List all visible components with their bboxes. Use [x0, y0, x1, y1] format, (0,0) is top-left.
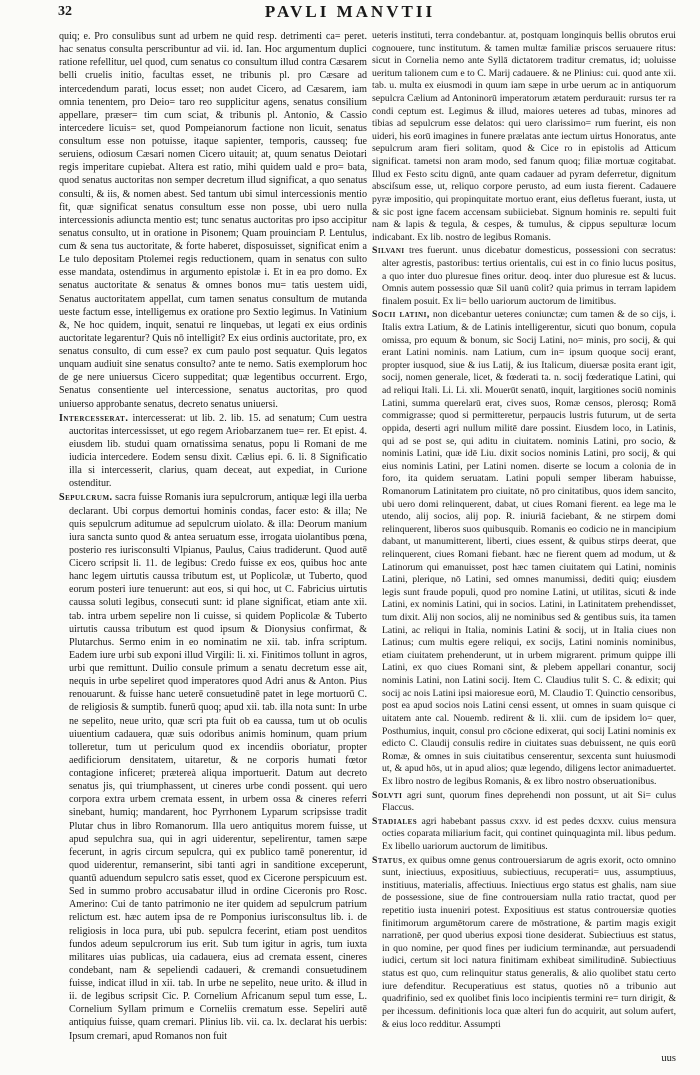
- glossary-entry: [372, 855, 676, 1032]
- entry-lemma: Solvti: [372, 789, 403, 801]
- glossary-entry: [372, 816, 676, 854]
- entry-lemma: Socii latini,: [372, 309, 430, 321]
- running-title: PAVLI MANVTII: [264, 2, 436, 21]
- entry-text: intercesserat: ut lib. 2. lib. 15. ad senatum; Cum uestra auctoritas intercessisset, ut ego regem Ariobarzanem tue= rer. Et epist. 4. eiusdem lib. studui quam ornatissima senatus, popu li Romani de me iudicia intercedere. Eodem sensu dixit. Cælius epi. 6. li. 8 Significatio illa si intercesserit, clarius, quam deceat, aut expediat, in Curione ostenditur.: [69, 412, 367, 490]
- entry-lemma: Intercesserat.: [59, 412, 129, 424]
- entry-text: sacra fuisse Romanis iura sepulcrorum, antiquæ legi illa uerba declarant. Ubi corpus demortui hominis condas, facer esto: & illa; Ne quis sepulcrum aditumue ad sepulcrum uiolato. & illa: Deorum manium iura sancta sunto quod & antea seruatum esse, irrogata uiolantibus pœna, posterio res iurisconsulti Vlpianus, Paulus, Caius tradiderunt. Quod autē Cicero scripsit li. 11. de legibus: Credo fuisse ex eos, quibus hoc ante hanc legem uirtutis caussa tributum est, ut Poplicolæ, ut Tuberto, quod eorum posteri iure tenuerunt: aut eos, si qui hoc, ut C. Fabricius uirtutis caussa soluti legibus, consecuti sunt: id plane significat, etiam ante xii. tab. intra urbem sepelire non li cuisse, si quidem Poplicolæ & Tuberto uirtutis caussa tributum est quod ipsum & Dionysius confirmat, & Plutarchus. Sermo enim in eo nominatim ne xii. tab. infra scriptum. Eadem iure urbi sub exponi illud Virgili: li. xi. Finitimos tollunt in agros, urbi que remittunt. Duilio consule primum a senatu decretum esse ait, nequis in urbe sepeliret quod imperatores quod Adri anus & Anton. Pius renouarunt. & fuisse hanc ueterē consuetudinē patet in lege mortuorū C. de religiosis & sumptib. funerū quoq; apud xii. tab. illa nota sunt: In urbe ne sepelito, neue urito, quæ scri pta fuit ob ea caussa, tum ut ob oculis uiuentium cadauera, quæ suis odoribus animis hominum, quam prium tolleretur, tum ut periculum quod ex incendiis oboriatur, propter aedificiorum densitatem, uitaretur, & ne corporis humati fœtor contagione inficeret; prætereà aliqua importuerit. Datum aut decreto senatus jis, qui triumphassent, ut cineres urbe condi possent. qui uero corpora extra urbem cremata essent, in urbem ossa & cineres referri sinebant, humiq; mandarent, hoc Pyrrhonem Lyparum scripsisse tradit Plutar chus in libro Romanorum. Illa uero antiquitus morem fuisse, ut apud sepulchra sua, qui in agri uiderentur, sepelirentur, tamen sæpe fecerunt, in agris circum sepulcra, qui ex publico tamē ponerentur, id quod uiderentur, remanserint, sibi tanti agri in sanditione exceperunt, quantū aduendum sepulcro satis esset, quod ex Cicerone perspicuum est. Sed in summo probro accusabatur illud in ordine Ciceronis pro Rosc. Amerino: Cui de tanto patrimonio ne iter quidem ad sepulcrum patrium relictum est. hæc autem ipsa de re Pomponius iurisconsultus lib. i. de religiosis in loca pura, ubi pub. sepulcra fecerint, etiam post uenditos fundos adeum sepulcrorum ius erit. Sub tum igitur in agris, tum iuxta militares uias publicas, uia cadauera, eius ad cremata essent, cineres condebant, nam & sepeliendi cadaueri, & cremandi consuetudinem fuisse, indicat illud in xii. tab. In urbe ne sepelito, neue urito. & illud in ii. de legibus scripsit Cic. P. Cornelium Africanum sepul tum esse, L. Cornelium Syllam primum e Corneliis crematum esse. Sepeliri autē antiquius fuisse, quam cremari. Plinius lib. vii. ca. lx. declarat his uerbis: Ipsum cremari, apud Romanos non fuit: [69, 492, 367, 1042]
- right-column: [372, 30, 676, 1032]
- glossary-entry: [372, 245, 676, 308]
- glossary-entry: [372, 309, 676, 788]
- glossary-entry: [59, 412, 367, 491]
- paragraph: quiq; e. Pro consulibus sunt ad urbem ne quid resp. detrimenti ca= peret. hac senatus consulta perscribuntur ad vii. id. Ian. Hoc argumentum duplici ratione refellitur, uel quod, cum senatus co consultum illud contra Cæsarem belli cruelis initio, facultas esset, ne tribunis pl. pro Cæsare ad intercedendum parati, locus esset; non audet Cicero, ad Cæsarem, iam omnia tenentem, pro Deio= taro reo supplicitur agens, senatus consilium appellare, præser= tim cum sciat, & tribunis pl. Antonio, & Cassio intercedere licuis= set, quod Pompeianorum factione non licuit, senatus consultum esse non potuisse, itaque sapienter, temporis, causseq; fue seruiens, odiosum Cæsari nomen Cicero uitauit; at, quum senatus Deiotari regis imperitare cupiebat. Altera est ratio, mihi quidem uald e pro= bata, quod senatus auctoritas non semper decretum illud significat, a quo senatus consulti, & iis, & nomen abest. Sed tantum ubi simul intercessionis mentio fit, quæ significat senatus consultum esse non posse, ubi uero nulla intercessionis adiuncta mentio est; tunc senatus auctoritas pro ipso accipitur senatus consulto, ut in oratione in Pisonem; Quam prouinciam P. Lentulus, cum & sena tus auctoritate, & forte haberet, disposuisset, significat enim a Le tulo depositam Ptolemei regis reductionem, quam in senatus con sulto esse mandata, ostendimus in argumento epistolæ i. Et in ea pro domo. Ex senatus auctoritate & senatus & omnes bonos mu= tatis uestem uidi, Senatus auctoritatem appellat, cum tamen senatus consultum de mutanda ueste factum esse, intelligemus ex oratione pro Sextio legimus. In Vatinium &, Ne hoc quidem, inquit, senatui re linquebas, ut legati ex eius ordinis auctoritate legarentur? Quis nō intelligit? Ex eius ordinis auctoritate, pro, ex senatus consulto, di cum esse? ex cum paulo post sequatur. Quis legatos unquam audiuit sine senatus consulto? ante te nemo. Satis exemplorum hoc de ge nere uniuersus Cicero suppeditat; quæ legentibus occurrent. Ergo, Senatus consentiente uel intercessione, senatus auctoritas, pro quod uniuerso approbante senatus, decreto senatus uniuersi.: [59, 31, 367, 410]
- page-number: 32: [58, 4, 72, 19]
- entry-lemma: Sepulcrum.: [59, 492, 113, 504]
- glossary-entry: [372, 790, 676, 815]
- entry-text: non dicebantur ueteres coniunctæ; cum tamen & de so cijs, i. Italis extra Latium, & de Latinis intelligerentur, sicuti quo bonum, copula omissa, pro equum & bonum, sic Socij Latini, no= minis, pro socij, & qui erant Latini nominis. nam Latium, cum in= ipsum quoque socij erant, propter iusquod, siue & ius Latij, & ius Italicum, diuersæ posita erant igit, socij, nomen generale, licet, & fœderati ta. n. socij fœderatique Latini, qui ad reliqui Itali. Li. Li. xli. Mouerūt senatū, inquit, largitiones sociū nominis Latini, summa querelarū erat, cives suos, Romæ censos, plerosq; Romā commigrasse; quod si permitteretur, perpaucis lustris futurum, ut de serta oppida, deserti agri nullum militē dare possint. Eiusdem loco, in Latinis, qui ad se post se, qui aditu in ciuitatem. nominis Latini, pro socio, & nominis Latini, quæ idē Liu. dixit socios nominis Latini, pro socij, & qui eius nominis Latini, per Latini nomen. diserte se locum a colonia de in foro, ita quidem seruatam. Latini populi semper liberam habuisse, Romanorum Latinitatem pro ciuitate, nō pro cinitatibus, quos idem sancito, ubi uero domi relinquerent, dabat, ut ciues Romani fierent. ea lege ma le utendo, alij socios, alij pop. R. iniuriā faciebant, & ne stirpem domi relinquerent, liberos suos quibusquib. Romanis eo codicio ne in mancipium dabant, ut manumitterent, liberti, ciues essent, & quibus stirps deerat, que relinquerent, ciues Romani fiebant. hæc ne fierent quem ad modum, ut & Latinorum qui emanuisset, post hæc tamen ciuitatem qui Latini, nominis Latini, plerique, nō Latini, sed omnes manumissi, dediti quiq; eiusdem legis sunt fraude populi, quod pro nomine Latini, ut utilitas, sicuti & inde Latini, ex nominis Latini, qui in socios. Latini, in Latinitatem prehendisset, tum dixit. Alij non socios, alij ne nominibus sed & gentibus suis, ita tamen Latini, ac reliqui in Italia, nominis Latini & socij, ut in Italia ciues non Latinus; cum multis egere reliqui, ex socijs, Latini nominis nominibus, etiam ciuitatem prehenderunt, ut in urbem migrarent. primum quippe illi Latini, ex quo ciues Romani sint, & plebem appellari conantur, socij nominis Latini, non Latini socij. Item C. Claudius tulit S. C. & edixit; qui socij ac nois Latini ipsi maioresue eorū, M. Claudio T. Quinctio censoribus, post ea apud socios nois Latini censi essent, ut omnes in suam quisque ci uitatem ante cal. Nouemb. redirent & li. xlii. cum de ipsidem lo= quer, Posthumius, inquit, consul pro cōcione edixerat, qui socij Latini nominis ex edicto C. Claudij consulis redire in ciuitates suas debuissent, ne quis eorū Romæ, & omnes in suis ciuitatibus censerentur, sexcenta sunt huiusmodi ut, & apud hōs, ut in apud alios; quæ legendo, diligens lector animaduertet. Ex libro nostro de legibus Romanis, & ex libro nostro obseruationibus.: [382, 309, 676, 787]
- entry-lemma: Stadiales: [372, 815, 418, 827]
- entry-lemma: Status: [372, 854, 403, 866]
- catchword: uus: [661, 1053, 676, 1064]
- paragraph: ueteris instituti, terra condebantur. at, postquam longinquis bellis obrutos erui cognouere, tunc institutum. & tamen multæ familiæ priscos seruauere ritus: sicut in Cornelia nemo ante Syllā dictatorem traditur crematus, id; uoluisse ueritum talionem cum e to C. Marij cadauere. & ne Plinius: cui. quod ante xii. tab. u. multa ex eiusmodi in quum iam sæpe in urbe uerum ac in antiquorum sepulcra Cælium ad Antoninorū imperatorum ætatem perdurauit: rursus ter ra condi ceptum est. Legimus & illud, maiores ueteres ad tubas, minores ad tibias ad sepulcrum esse delatos: qui uero clarissimo= rum fuerint, eis non uideri, his eorū imagines in funere prælatas ante iectum uirtus Honoratus, ante sepulcrum aram fieri solitam, quod & Cice ro in epistolis ad Atticum significat. tametsi non aram modo, sed fanum quoq; filiæ mortuæ cogitabat. Illud ex Festo scitu dignū, ante quam cadauer ad pyram deferretur, dignitum absciſsum esse, ut, reliquo corpore perusto, ad eum iusta fierent. Cadauere pyræ impositio, qui propinquitate mortuo erant, eius defletus fuerant, iusta, ut & sic post igne facem accensam subiiciebat. Signum hominis re. sepulti fuit nam & lapis & tegula, & cespes, & tumulus, & cippus sepulturæ locum indicabant. Ex lib. nostro de legibus Romanis.: [372, 30, 676, 243]
- entry-text: agri sunt, quorum fines deprehendi non possunt, ut ait Si= culus Flaccus.: [382, 789, 676, 814]
- entry-text: tres fuerunt. unus dicebatur domesticus, possessioni con secratus: alter agrestis, pastoribus: tertius orientalis, cui est in co finio lucus positus, a quo inter duo pluresue fines oritur. deoq. inter duo pluresue est & lucus. Omnis autem possessio quæ Sil uanū colit? quia primus in terram lapidem finalem posuit. Ex li= bello uariorum auctorum de limitibus.: [382, 245, 676, 307]
- entry-text: , ex quibus omne genus controuersiarum de agris exorit, octo omnino sunt, iniectiuus, expositiuus, subiectiuus, recuperati= uus, assumptiuus, institiuus, materialis, affectiuus. Iniectiuus ergo status est ghalis, nam siue de possessione, siue de fine controuersiam nulla ratio tractat, quod per repetitio iusta inueniri potest. Expositiuus est status controuersiæ quoties finitimorum argumētorum carere de mōstratione, & partim magis exigit narrationē, per quod uberius exposi tione desiderat. Subiectiuus est status, in quo nomine, per quod fines per iudicium terminandæ, aut persuadendi iudici, certum sit loci natura finitimam exhibeat similitudinē. Subiectiuus status est quo, cum relinquitur status generalis, & alio quolibet statu certo iure defenditur. Recuperatiuus est status, quoties nō a tribunio aut quadrifinio, sed ex quolibet finis loco incipientis termini re= turn dirigit, & per ihcessum. definitionis loca quæ alteri fun do acquirit, aut solum aufert, & eius loco redditur. Assumpti: [382, 854, 676, 1030]
- left-column: [59, 30, 367, 1044]
- entry-lemma: Silvani: [372, 245, 405, 257]
- entry-text: agri habebant passus cxxv. id est pedes dcxxv. cuius mensura octies coparata miliarium facit, qui continet quinquaginta mil. libus pedum. Ex libello uariorum auctorum de limitibus.: [382, 815, 676, 852]
- glossary-entry: [59, 491, 367, 1042]
